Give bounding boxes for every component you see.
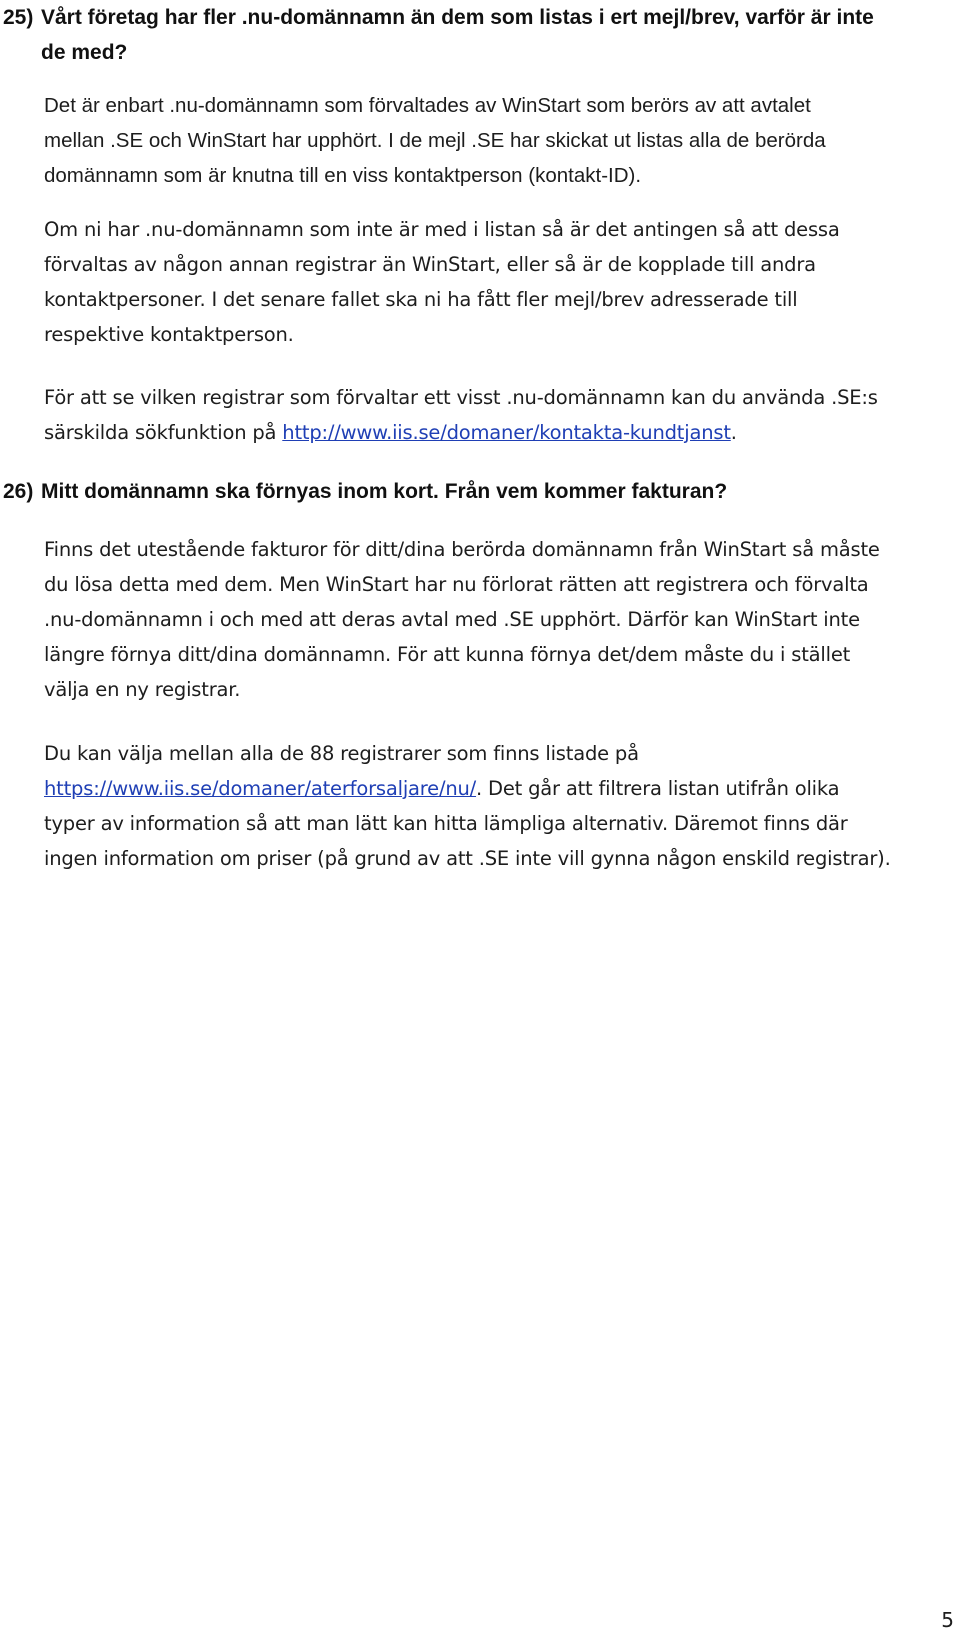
paragraph-line: förvaltas av någon annan registrar än WinStart, eller så är de kopplade till andra — [44, 253, 816, 276]
paragraph-text: . — [730, 421, 737, 444]
paragraph-line: Du kan välja mellan alla de 88 registrarer som finns listade på — [44, 742, 639, 765]
paragraph-line: ingen information om priser (på grund av att .SE inte vill gynna någon enskild registrar). — [44, 847, 891, 870]
question-25-heading — [3, 0, 933, 70]
paragraph-line: För att se vilken registrar som förvaltar ett visst .nu-domännamn kan du använda .SE:s — [44, 386, 878, 409]
paragraph-line: Det är enbart .nu-domännamn som förvaltades av WinStart som berörs av att avtalet — [44, 94, 811, 117]
paragraph-line: Finns det utestående fakturor för ditt/dina berörda domännamn från WinStart så måste — [44, 538, 880, 561]
question-number: 26) — [3, 480, 34, 503]
paragraph-text: särskilda sökfunktion på — [44, 421, 283, 444]
paragraph-line: du lösa detta med dem. Men WinStart har nu förlorat rätten att registrera och förvalta — [44, 573, 869, 596]
paragraph-line: .nu-domännamn i och med att deras avtal med .SE upphört. Därför kan WinStart inte — [44, 608, 860, 631]
kundtjanst-link[interactable]: http://www.iis.se/domaner/kontakta-kundtjanst — [282, 421, 731, 444]
paragraph-line: respektive kontaktperson. — [44, 323, 294, 346]
paragraph-line: typer av information så att man lätt kan hitta lämpliga alternativ. Däremot finns där — [44, 812, 848, 835]
paragraph-line — [44, 771, 944, 806]
paragraph-winstart-domains — [44, 88, 944, 193]
paragraph-line: domännamn som är knutna till en viss kontaktperson (kontakt-ID). — [44, 164, 642, 187]
paragraph-line — [44, 415, 944, 450]
paragraph-line: längre förnya ditt/dina domännamn. För att kunna förnya det/dem måste du i stället — [44, 643, 851, 666]
paragraph-missing-domains — [44, 212, 944, 352]
question-text: Mitt domännamn ska förnyas inom kort. Från vem kommer fakturan? — [41, 480, 728, 503]
question-number: 25) — [3, 6, 34, 29]
paragraph-registrars — [44, 736, 944, 876]
paragraph-search-function — [44, 380, 944, 450]
question-text-line-2: de med? — [41, 41, 128, 64]
paragraph-invoices — [44, 532, 944, 707]
paragraph-line: välja en ny registrar. — [44, 678, 241, 701]
question-26-heading — [3, 474, 933, 509]
paragraph-line: kontaktpersoner. I det senare fallet ska ni ha fått fler mejl/brev adresserade till — [44, 288, 798, 311]
paragraph-line: Om ni har .nu-domännamn som inte är med i listan så är det antingen så att dessa — [44, 218, 840, 241]
page-number: 5 — [941, 1608, 954, 1632]
paragraph-text: . Det går att filtrera listan utifrån olika — [476, 777, 840, 800]
aterforsaljare-link[interactable]: https://www.iis.se/domaner/aterforsaljare/nu/ — [44, 777, 477, 800]
question-text-line-1: Vårt företag har fler .nu-domännamn än dem som listas i ert mejl/brev, varför är inte — [41, 6, 874, 29]
paragraph-line: mellan .SE och WinStart har upphört. I de mejl .SE har skickat ut listas alla de berörda — [44, 129, 826, 152]
